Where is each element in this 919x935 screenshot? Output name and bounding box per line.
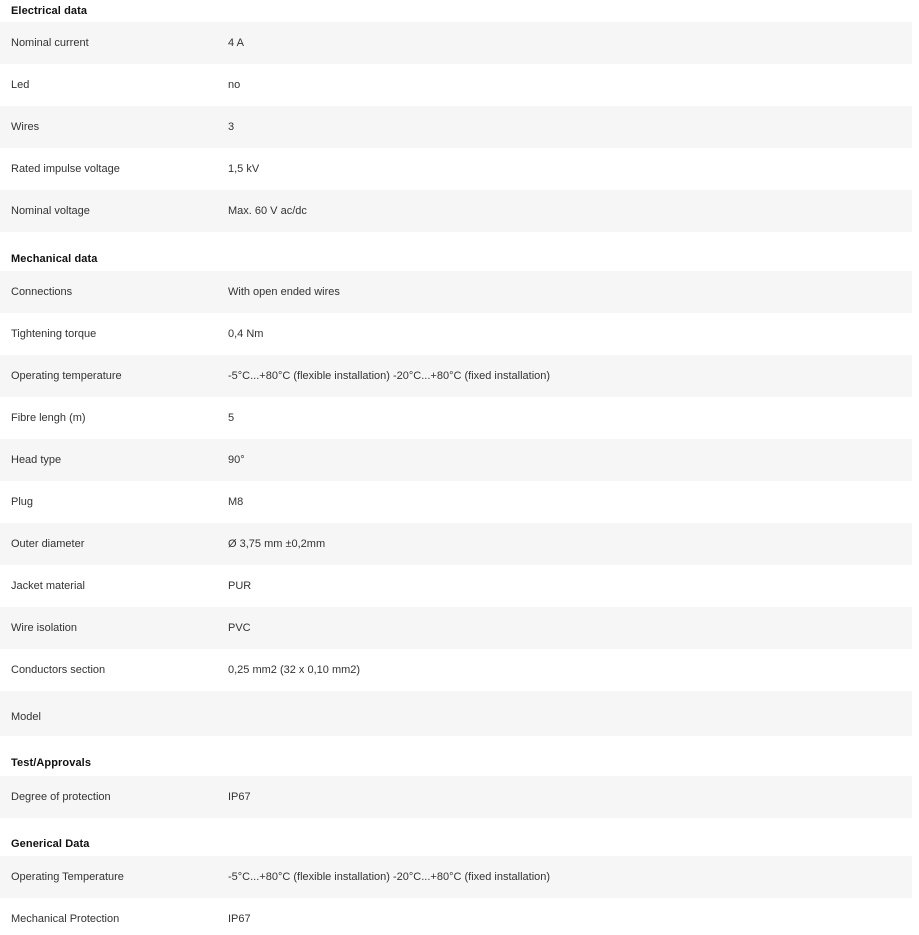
spec-value: IP67: [228, 913, 251, 925]
spec-row: [0, 776, 912, 818]
spec-label: Model: [11, 710, 41, 723]
spec-row: [0, 481, 912, 523]
spec-label: Wires: [11, 121, 40, 133]
spec-row: [0, 439, 912, 481]
spec-label: Mechanical Protection: [11, 913, 120, 925]
spec-label: Tightening torque: [11, 328, 97, 340]
spec-value: Max. 60 V ac/dc: [228, 205, 307, 217]
spec-value: 4 A: [228, 37, 244, 49]
spec-value: no: [228, 79, 241, 91]
spec-value: M8: [228, 496, 244, 508]
spec-row: [0, 856, 912, 898]
spec-row: [0, 607, 912, 649]
spec-label: Operating temperature: [11, 370, 122, 382]
spec-value: 0,4 Nm: [228, 328, 264, 340]
spec-value: 0,25 mm2 (32 x 0,10 mm2): [228, 664, 361, 676]
spec-label: Conductors section: [11, 664, 106, 676]
spec-value: With open ended wires: [228, 286, 340, 298]
spec-label: Nominal current: [11, 37, 89, 49]
spec-label: Head type: [11, 454, 62, 466]
spec-row: [0, 523, 912, 565]
spec-value: 1,5 kV: [228, 163, 260, 175]
spec-value: -5°C...+80°C (flexible installation) -20°C...+80°C (fixed installation): [228, 871, 551, 883]
spec-value: -5°C...+80°C (flexible installation) -20°C...+80°C (fixed installation): [228, 370, 551, 382]
spec-label: Fibre lengh (m): [11, 412, 86, 424]
spec-label: Nominal voltage: [11, 205, 90, 217]
spec-label: Rated impulse voltage: [11, 163, 120, 175]
spec-label: Led: [11, 79, 30, 91]
spec-label: Plug: [11, 496, 34, 508]
spec-row: [0, 64, 912, 106]
spec-label: Connections: [11, 286, 73, 298]
spec-row: [0, 22, 912, 64]
spec-row: [0, 691, 912, 736]
spec-label: Wire isolation: [11, 622, 78, 634]
section-title-electrical: Electrical data: [11, 5, 88, 17]
spec-row: [0, 190, 912, 232]
spec-row: [0, 271, 912, 313]
section-title-mechanical: Mechanical data: [11, 252, 98, 265]
spec-value: 90°: [228, 454, 245, 466]
spec-value: PUR: [228, 580, 252, 592]
spec-label: Jacket material: [11, 580, 85, 592]
spec-value: Ø 3,75 mm ±0,2mm: [228, 538, 326, 550]
spec-row: [0, 313, 912, 355]
spec-value: 5: [228, 412, 235, 424]
spec-value: PVC: [228, 622, 251, 634]
spec-row: [0, 898, 912, 935]
spec-label: Operating Temperature: [11, 871, 124, 883]
spec-row: [0, 148, 912, 190]
spec-row: [0, 397, 912, 439]
spec-value: 3: [228, 121, 235, 133]
spec-row: [0, 649, 912, 691]
spec-row: [0, 355, 912, 397]
section-title-generical-data: Generical Data: [11, 838, 90, 850]
section-title-test-approvals: Test/Approvals: [11, 757, 92, 769]
spec-row: [0, 565, 912, 607]
spec-label: Outer diameter: [11, 538, 85, 550]
spec-value: IP67: [228, 791, 251, 803]
spec-label: Degree of protection: [11, 791, 111, 803]
spec-row: [0, 106, 912, 148]
